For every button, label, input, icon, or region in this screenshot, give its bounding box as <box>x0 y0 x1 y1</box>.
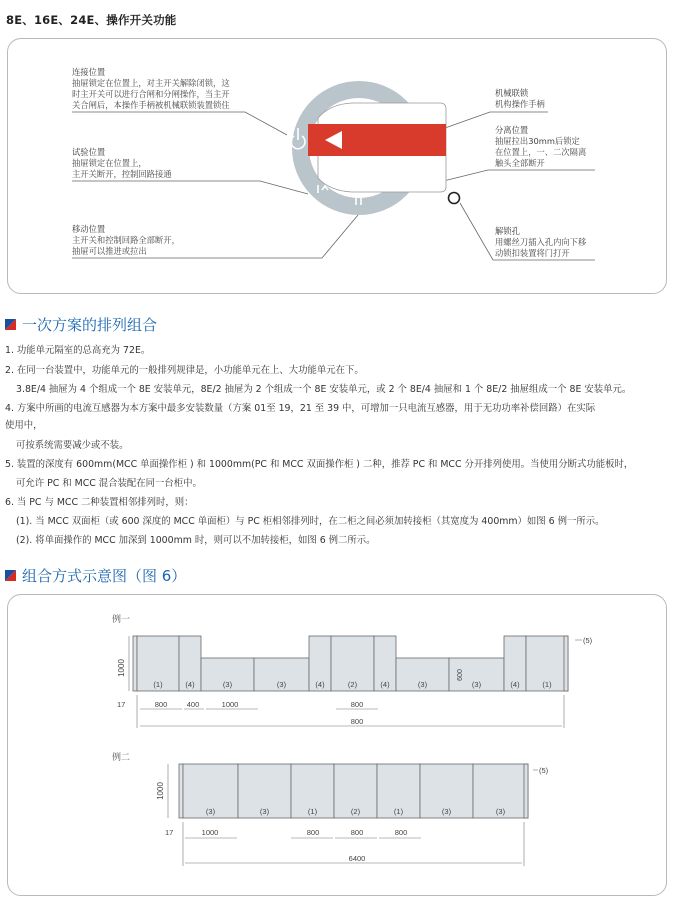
callout-move-position: 移动位置 主开关和控制回路全部断开， 抽屉可以推进或拉出 <box>72 224 180 256</box>
cabinet-label: (3) <box>495 807 506 816</box>
cabinet-label: (4) <box>185 680 195 689</box>
example1-dim: 400 <box>186 700 200 709</box>
cabinet-label: (2) <box>347 680 358 689</box>
example1-label: 例一 <box>112 614 131 624</box>
example2-dim: 1000 <box>201 828 219 837</box>
callout-unlock-hole: 解锁孔 用螺丝刀插入孔内向下移 动锁扣装置将门打开 <box>495 226 587 258</box>
cabinet-label: (3) <box>259 807 270 816</box>
end-panel <box>524 764 528 818</box>
end-panel <box>179 764 183 818</box>
example1-cabinets <box>129 636 582 728</box>
example2-height-label: 1000 <box>156 782 165 800</box>
cabinet-label: (3) <box>222 680 233 689</box>
callout-isolate-position: 分离位置 抽屉拉出30mm后锁定 在位置上，一、二次隔离 触头全部断开 <box>495 125 587 168</box>
callout-connect-position: 连接位置 抽屉锁定在位置上，对主开关解除闭锁，这 时主开关可以进行合闸和分闸操作，当主开 关合闸后，本操作手柄被机械联锁装置锁住 <box>72 67 230 110</box>
section1-item: 1. 功能单元隔室的总高充为 72E。 <box>5 345 151 356</box>
example1-dim: 1000 <box>221 700 239 709</box>
example1-height-label: 1000 <box>117 659 126 677</box>
cabinet-label: (1) <box>307 807 318 816</box>
section1-item: 6. 当 PC 与 MCC 二种装置相邻排列时，则： <box>5 497 194 508</box>
cabinet-label: (4) <box>315 680 325 689</box>
cabinet-label: (2) <box>350 807 361 816</box>
cabinet-label: (3) <box>205 807 216 816</box>
example1-dim: 800 <box>154 700 168 709</box>
section1-item: 2. 在同一台装置中，功能单元的一般排列规律是，小功能单元在上、大功能单元在下。 <box>5 365 364 376</box>
section1-item: 使用中， <box>5 420 43 431</box>
example2-end-label: (5) <box>539 766 549 775</box>
section1-item: 可允许 PC 和 MCC 混合装配在同一台柜中。 <box>16 478 202 489</box>
cabinet-label: (1) <box>393 807 404 816</box>
page-top-title: 8E、16E、24E、操作开关功能 <box>6 13 177 27</box>
section1-item: 3.8E/4 抽屉为 4 个组成一个 8E 安装单元，8E/2 抽屉为 2 个组成一个 8E 安装单元，或 2 个 8E/4 抽屉和 1 个 8E/2 抽屉组成一个 8E 安装单元。 <box>16 384 632 395</box>
example1-depth-label: 600 <box>457 669 464 681</box>
section1-item: (1). 当 MCC 双面柜（或 600 深度的 MCC 单面柜）与 PC 柜相邻排列时，在二柜之间必须加转接柜（其宽度为 400mm）如图 6 例一所示。 <box>16 516 605 527</box>
example2-offset-label: 17 <box>165 828 174 837</box>
example2-dim: 800 <box>350 828 364 837</box>
example2-cabinets <box>168 764 538 866</box>
cabinet-label: (3) <box>441 807 452 816</box>
cabinet-label: (4) <box>510 680 520 689</box>
example2-label: 例二 <box>112 752 131 762</box>
cabinet-label: (3) <box>471 680 482 689</box>
cabinet-label: (1) <box>153 680 163 689</box>
example1-dim: 800 <box>350 700 364 709</box>
section-title-arrangement: 一次方案的排列组合 <box>5 314 157 335</box>
example2-total: 6400 <box>348 854 366 863</box>
end-panel <box>133 636 137 691</box>
end-panel <box>564 636 568 691</box>
example1-end-label: (5) <box>583 636 593 645</box>
section1-item: 5. 装置的深度有 600mm(MCC 单面操作柜 ) 和 1000mm(PC 和 MCC 双面操作柜 ) 二种，推荐 PC 和 MCC 分开排列使用。当使用分断式功能板时， <box>5 459 634 470</box>
section1-item: 4. 方案中所画的电流互感器为本方案中最多安装数量（方案 01至 19，21 至 39 中，可增加一只电流互感器，用于无功功率补偿回路）在实际 <box>5 403 596 414</box>
cabinet-label: (4) <box>380 680 390 689</box>
cabinet-label: (3) <box>417 680 428 689</box>
callout-mechanical-interlock: 机械联锁 机构操作手柄 <box>495 88 545 109</box>
section1-item: 可按系统需要减少或不装。 <box>16 440 129 451</box>
example2-dim: 800 <box>394 828 408 837</box>
example1-offset-label: 17 <box>117 700 126 709</box>
example1-total: 800 <box>350 717 364 726</box>
callout-test-position: 试验位置 抽屉锁定在位置上， 主开关断开，控制回路接通 <box>72 147 172 179</box>
section1-item: (2). 将单面操作的 MCC 加深到 1000mm 时，则可以不加转接柜，如图 6 例二所示。 <box>16 535 376 546</box>
cabinet-label: (1) <box>542 680 552 689</box>
example2-dim: 800 <box>306 828 320 837</box>
cabinet-label: (3) <box>276 680 287 689</box>
section-title-combination-diagram: 组合方式示意图（图 6） <box>5 565 186 586</box>
